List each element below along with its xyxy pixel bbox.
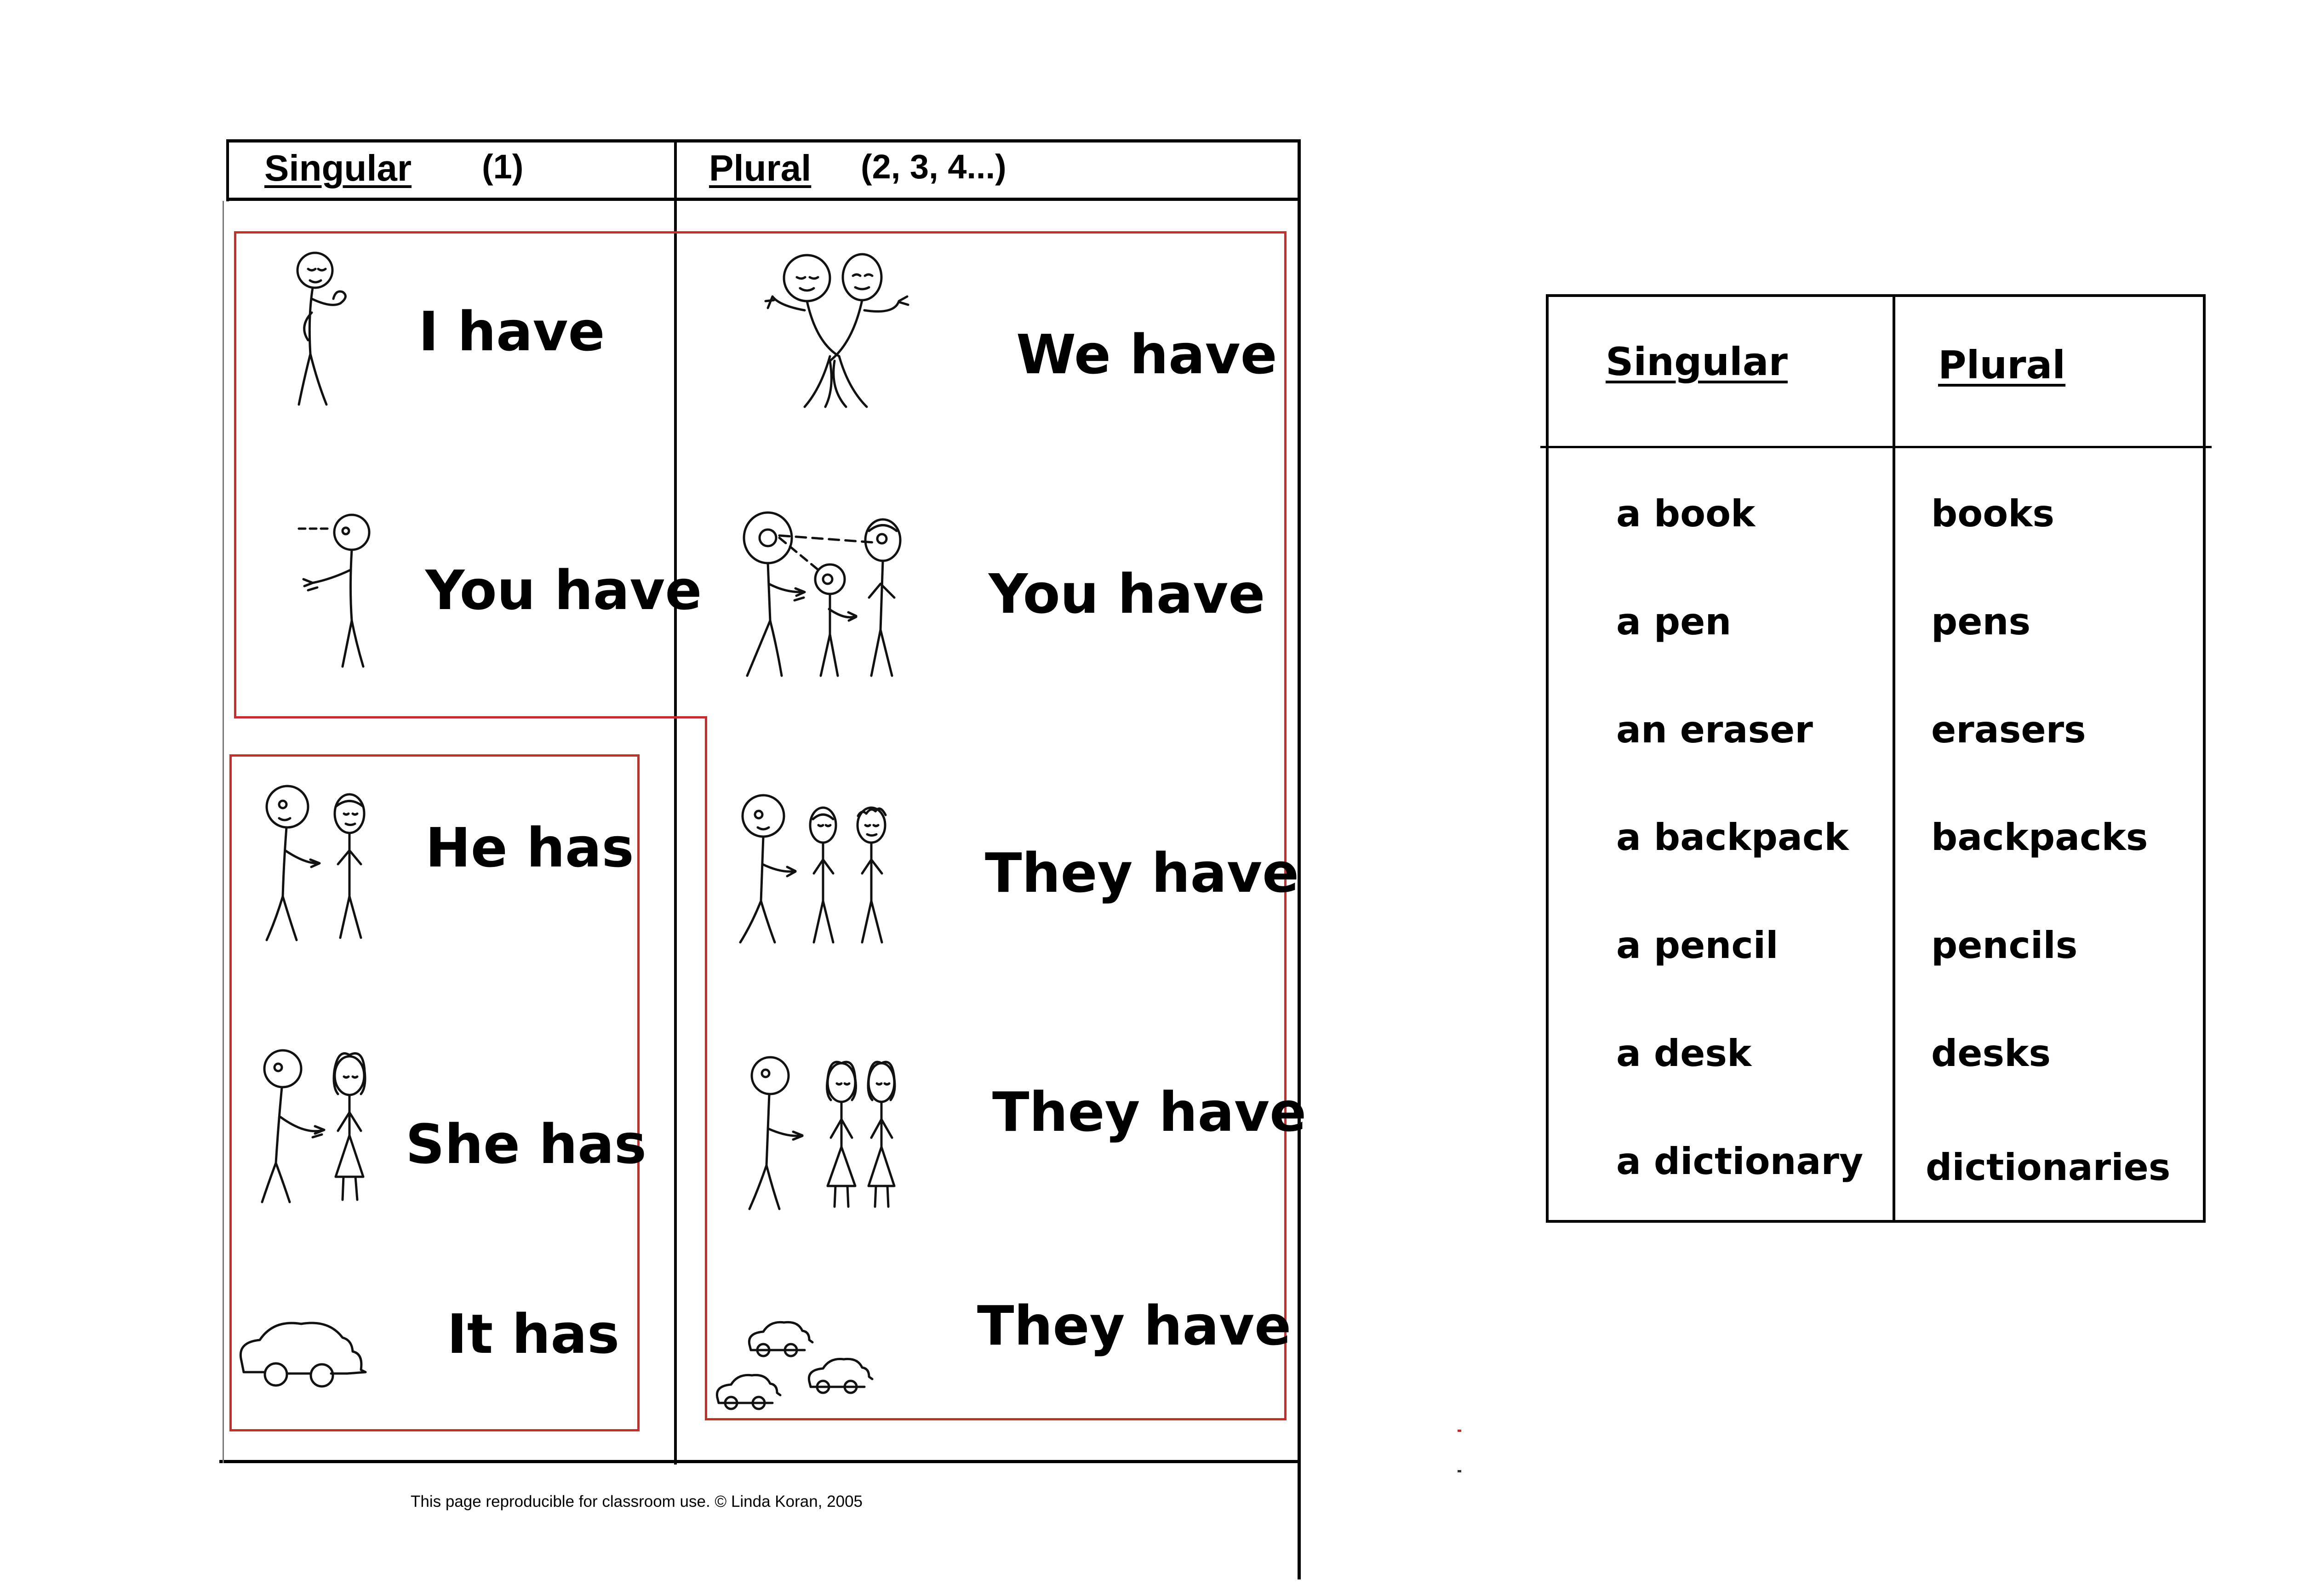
person-pointing-at-two-icon: [736, 510, 910, 680]
table-singular-header: Singular: [1606, 339, 1788, 384]
table-singular-cell: a dictionary: [1616, 1140, 1864, 1183]
table-right-border: [2203, 294, 2206, 1223]
singular-phrase-it-has: It has: [447, 1302, 620, 1366]
plural-count: (2, 3, 4...): [861, 148, 1007, 186]
car-icon: [232, 1315, 375, 1397]
singular-count: (1): [482, 148, 524, 186]
table-plural-cell: backpacks: [1931, 816, 2148, 859]
plural-phrase-we-have: We have: [1016, 323, 1277, 386]
plural-phrase-they-have-girls: They have: [992, 1080, 1307, 1144]
stray-mark-black: [1458, 1470, 1461, 1472]
table-singular-cell: a desk: [1616, 1032, 1752, 1075]
table-plural-cell: pencils: [1931, 924, 2078, 967]
table-left-border: [1546, 294, 1549, 1223]
red-box-he-she-it-bottom: [229, 1429, 640, 1431]
table-plural-cell: desks: [1931, 1032, 2051, 1075]
stray-mark-red: [1458, 1430, 1461, 1432]
plural-phrase-they-have-boys: They have: [985, 841, 1299, 905]
table-singular-cell: an eraser: [1616, 708, 1813, 751]
plural-phrase-you-have: You have: [989, 562, 1265, 626]
person-pointing-at-boy-icon: [251, 781, 370, 947]
table-plural-cell: dictionaries: [1926, 1146, 2171, 1189]
table-singular-cell: a pen: [1616, 600, 1732, 643]
chart-left-lower-border: [223, 201, 224, 1463]
plural-phrase-they-have-cars: They have: [977, 1294, 1292, 1357]
person-pointing-at-two-girls-icon: [733, 1050, 908, 1211]
table-plural-header: Plural: [1938, 342, 2066, 388]
table-bottom-border: [1546, 1220, 2206, 1223]
plural-header: Plural: [709, 148, 812, 188]
red-box-i-you-left: [234, 231, 236, 718]
person-pointing-at-two-boys-icon: [731, 791, 901, 947]
chart-bottom-border: [219, 1460, 1299, 1463]
chart-left-border: [226, 139, 229, 201]
table-plural-cell: books: [1931, 492, 2055, 535]
two-people-together-icon: [761, 251, 913, 416]
table-singular-cell: a pencil: [1616, 924, 1779, 967]
singular-phrase-she-has: She has: [406, 1112, 646, 1176]
red-box-he-she-it-right: [637, 754, 640, 1431]
red-box-he-she-it-left: [229, 754, 232, 1431]
red-box-he-she-it-top: [229, 754, 640, 757]
singular-header: Singular: [264, 148, 412, 188]
one-person-pointing-icon: [294, 506, 377, 671]
table-top-border: [1546, 294, 2206, 297]
table-plural-cell: erasers: [1931, 708, 2086, 751]
table-plural-cell: pens: [1931, 600, 2031, 643]
copyright-footer: This page reproducible for classroom use. © Linda Koran, 2005: [411, 1493, 863, 1510]
red-box-plural-right: [1284, 231, 1287, 1420]
red-box-plural-bottom: [705, 1418, 1287, 1420]
red-box-i-you-top: [234, 231, 1287, 234]
table-header-divider: [1540, 446, 2212, 448]
red-box-i-you-bottom: [234, 716, 707, 718]
singular-phrase-he-has: He has: [425, 816, 634, 879]
table-singular-cell: a backpack: [1616, 816, 1849, 859]
chart-header-divider: [226, 198, 1301, 201]
singular-phrase-you-have: You have: [425, 559, 702, 622]
table-singular-cell: a book: [1616, 492, 1756, 535]
chart-top-border: [226, 139, 1299, 142]
chart-center-divider: [674, 142, 677, 1465]
red-box-plural-left: [705, 716, 707, 1420]
person-pointing-at-girl-icon: [246, 1043, 379, 1209]
one-person-self-icon: [290, 248, 368, 414]
singular-phrase-i-have: I have: [418, 300, 605, 363]
table-column-divider: [1893, 294, 1895, 1223]
three-cars-icon: [710, 1317, 885, 1414]
